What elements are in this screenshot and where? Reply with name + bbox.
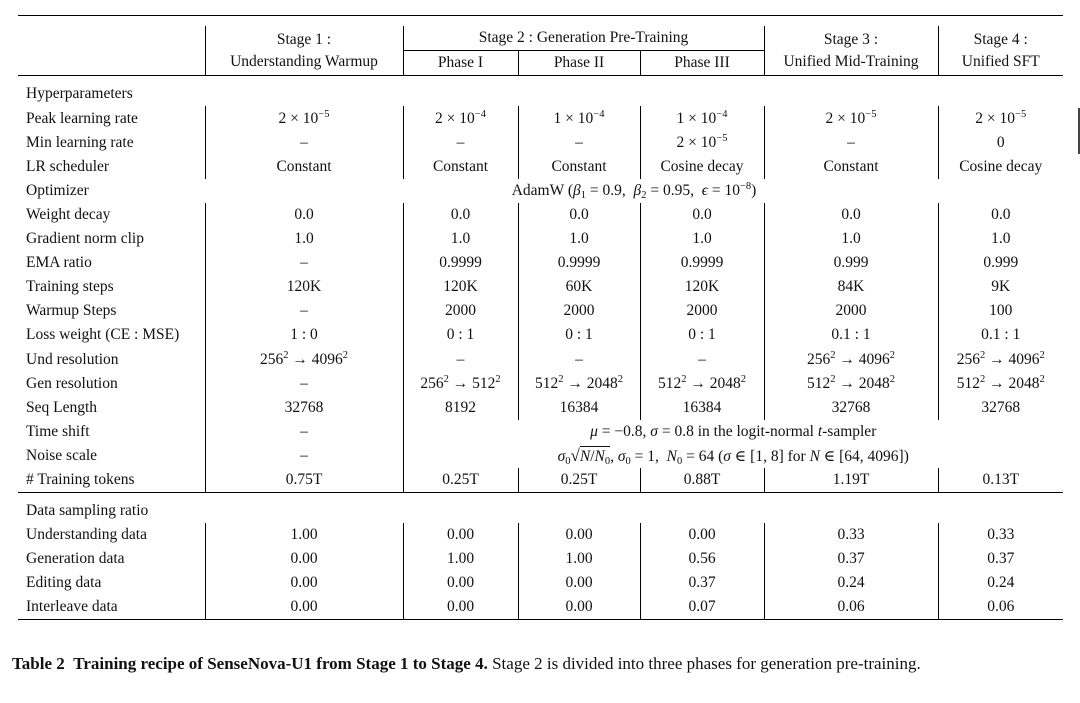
table-cell: 0.88T: [640, 468, 764, 493]
row-label: EMA ratio: [26, 254, 92, 272]
caption-label: Table 2: [12, 654, 65, 673]
header-phase-1: Phase I: [403, 51, 518, 76]
table-cell: 0.75T: [205, 468, 403, 493]
row-weight-decay: [18, 203, 1063, 227]
table-cell: 2000: [518, 299, 640, 323]
table-cell: –: [518, 130, 640, 154]
table-cell: $1 \times 10^{-4}$: [640, 106, 764, 130]
table-cell: –: [205, 420, 403, 444]
table-cell: –: [205, 251, 403, 275]
table-cell: 0.00: [518, 571, 640, 595]
row-training-tokens: [18, 468, 1063, 493]
table-cell: Cosine decay: [938, 154, 1063, 178]
row-label: LR scheduler: [26, 157, 110, 175]
row-loss-weight: [18, 323, 1063, 347]
row-generation-data: [18, 547, 1063, 571]
table-cell: –: [205, 299, 403, 323]
table-cell: 0.0: [518, 203, 640, 227]
table-cell: 0.9999: [403, 251, 518, 275]
row-label: Peak learning rate: [26, 109, 138, 127]
table-cell: 0.00: [403, 571, 518, 595]
row-label: Training steps: [26, 278, 114, 296]
row-label: Interleave data: [26, 598, 118, 616]
table-cell: 2000: [764, 299, 938, 323]
table-cell: 0.24: [764, 571, 938, 595]
table-cell: 120K: [403, 275, 518, 299]
table-cell: 120K: [205, 275, 403, 299]
table-cell: 0.0: [403, 203, 518, 227]
table-cell: 0 : 1: [403, 323, 518, 347]
table-cell: 0.9999: [518, 251, 640, 275]
row-peak-lr: [18, 106, 1063, 130]
table-cell: 2000: [640, 299, 764, 323]
table-cell: –: [205, 371, 403, 395]
table-cell: 84K: [764, 275, 938, 299]
table-cell: $2 \times 10^{-5}$: [640, 130, 764, 154]
table-cell: 8192: [403, 395, 518, 419]
table-cell: 1.0: [764, 227, 938, 251]
row-label: Understanding data: [26, 526, 147, 544]
row-label: Time shift: [26, 422, 90, 440]
row-editing-data: [18, 571, 1063, 595]
table-caption: [12, 654, 921, 674]
row-grad-clip: [18, 227, 1063, 251]
table-cell: $2 \times 10^{-5}$: [764, 106, 938, 130]
table-cell: –: [403, 347, 518, 371]
row-label: Optimizer: [26, 181, 89, 199]
row-label: Und resolution: [26, 350, 119, 368]
table-cell: $2 \times 10^{-5}$: [938, 106, 1063, 130]
section-data-sampling: Data sampling ratio: [26, 502, 149, 520]
table-cell: 1.0: [938, 227, 1063, 251]
table-cell: 1.0: [640, 227, 764, 251]
table-cell: $256^2 \to 512^2$: [403, 371, 518, 395]
row-understanding-data: [18, 523, 1063, 547]
row-label: Loss weight (CE : MSE): [26, 326, 180, 344]
table-cell: 0.37: [938, 547, 1063, 571]
table-cell: 60K: [518, 275, 640, 299]
table-cell: 120K: [640, 275, 764, 299]
time-shift-cell: μ = −0.8, σ = 0.8 in the logit-normal t-sampler: [403, 420, 1063, 444]
table-cell: 1.0: [518, 227, 640, 251]
row-label: Warmup Steps: [26, 302, 117, 320]
table-cell: 0.33: [764, 523, 938, 547]
table-cell: $256^2 \to 4096^2$: [938, 347, 1063, 371]
row-label: Noise scale: [26, 446, 98, 464]
table-cell: 1.00: [403, 547, 518, 571]
row-optimizer: [18, 179, 1063, 203]
table-cell: $2 \times 10^{-5}$: [205, 106, 403, 130]
table-cell: $256^2 \to 4096^2$: [205, 347, 403, 371]
header-phase-2: Phase II: [518, 51, 640, 76]
row-warmup-steps: [18, 299, 1063, 323]
table-cell: 0.37: [640, 571, 764, 595]
table-cell: $512^2 \to 2048^2$: [764, 371, 938, 395]
caption-text: Stage 2 is divided into three phases for generation pre-training.: [492, 654, 921, 673]
table-cell: 0.1 : 1: [764, 323, 938, 347]
table-cell: 1.00: [518, 547, 640, 571]
table-cell: –: [764, 130, 938, 154]
row-label: Gradient norm clip: [26, 230, 144, 248]
table-cell: 0.00: [205, 571, 403, 595]
table-cell: $512^2 \to 2048^2$: [640, 371, 764, 395]
row-time-shift: [18, 420, 1063, 444]
row-label: Gen resolution: [26, 374, 118, 392]
table-cell: $256^2 \to 4096^2$: [764, 347, 938, 371]
row-label: Min learning rate: [26, 133, 134, 151]
table-cell: 32768: [764, 395, 938, 419]
row-lr-scheduler: [18, 154, 1063, 178]
table-cell: 0.1 : 1: [938, 323, 1063, 347]
table-cell: –: [518, 347, 640, 371]
header-stage-2: Stage 2 : Generation Pre-Training: [403, 26, 764, 51]
table-cell: 0.00: [518, 595, 640, 620]
table-cell: 0.37: [764, 547, 938, 571]
table-cell: 0.00: [205, 595, 403, 620]
caption-title: Training recipe of SenseNova-U1 from Stage 1 to Stage 4.: [73, 654, 488, 673]
table-cell: $512^2 \to 2048^2$: [938, 371, 1063, 395]
header-stage-4: Stage 4 : Unified SFT: [938, 26, 1063, 76]
table-cell: 0.0: [938, 203, 1063, 227]
table-cell: 100: [938, 299, 1063, 323]
table-cell: 1.0: [205, 227, 403, 251]
training-recipe-table: [18, 15, 1063, 622]
row-label: # Training tokens: [26, 470, 135, 488]
row-training-steps: [18, 275, 1063, 299]
row-noise-scale: [18, 444, 1063, 468]
table-cell: –: [205, 444, 403, 468]
table-cell: Constant: [205, 154, 403, 178]
table-cell: 0.00: [518, 523, 640, 547]
table-cell: 0.06: [764, 595, 938, 620]
row-ema: [18, 251, 1063, 275]
table-cell: 0.999: [764, 251, 938, 275]
table-cell: 0.00: [403, 523, 518, 547]
table-cell: 0.00: [205, 547, 403, 571]
table-cell: 32768: [205, 395, 403, 419]
table-cell: Constant: [403, 154, 518, 178]
table-cell: 0.06: [938, 595, 1063, 620]
table-cell: 0 : 1: [518, 323, 640, 347]
table-cell: 0.00: [403, 595, 518, 620]
row-gen-resolution: [18, 371, 1063, 395]
table-cell: 0.9999: [640, 251, 764, 275]
table-cell: $1 \times 10^{-4}$: [518, 106, 640, 130]
table-cell: 16384: [640, 395, 764, 419]
table-cell: 0.25T: [403, 468, 518, 493]
table-cell: Constant: [764, 154, 938, 178]
table-cell: –: [205, 130, 403, 154]
row-interleave-data: [18, 595, 1063, 620]
table-cell: Constant: [518, 154, 640, 178]
row-seq-length: [18, 395, 1063, 419]
table-cell: 0.999: [938, 251, 1063, 275]
header-stage-1: Stage 1 : Understanding Warmup: [205, 26, 403, 76]
table-cell: 0 : 1: [640, 323, 764, 347]
table-cell: –: [403, 130, 518, 154]
table-cell: 1.0: [403, 227, 518, 251]
header-phase-3: Phase III: [640, 51, 764, 76]
row-label: Generation data: [26, 550, 125, 568]
table-cell: 16384: [518, 395, 640, 419]
table-cell: 0.25T: [518, 468, 640, 493]
row-min-lr: [18, 130, 1063, 154]
table-cell: Cosine decay: [640, 154, 764, 178]
table-cell: 0.24: [938, 571, 1063, 595]
table-cell: 0.56: [640, 547, 764, 571]
table-cell: 1 : 0: [205, 323, 403, 347]
table-cell: 2000: [403, 299, 518, 323]
table-cell: –: [640, 347, 764, 371]
table-cell: 0: [938, 130, 1063, 154]
table-cell: 0.0: [764, 203, 938, 227]
header-row-1: [18, 26, 1063, 51]
table-cell: 0.13T: [938, 468, 1063, 493]
table-cell: 9K: [938, 275, 1063, 299]
row-label: Weight decay: [26, 205, 111, 223]
table-cell: 0.0: [205, 203, 403, 227]
optimizer-cell: AdamW ($\beta_1 = 0.9$, $\beta_2 = 0.95$, $\epsilon = 10^{-8}$): [511, 180, 757, 201]
table-cell: 0.00: [640, 523, 764, 547]
table-cell: 0.33: [938, 523, 1063, 547]
table-cell: 1.00: [205, 523, 403, 547]
table-cell: 32768: [938, 395, 1063, 419]
section-hyperparameters: Hyperparameters: [26, 85, 133, 103]
row-label: Editing data: [26, 574, 102, 592]
table-cell: 1.19T: [764, 468, 938, 493]
table-cell: 0.0: [640, 203, 764, 227]
row-und-resolution: [18, 347, 1063, 371]
header-stage-3: Stage 3 : Unified Mid-Training: [764, 26, 938, 76]
table-cell: $512^2 \to 2048^2$: [518, 371, 640, 395]
table-cell: 0.07: [640, 595, 764, 620]
row-label: Seq Length: [26, 398, 98, 416]
table-cell: $2 \times 10^{-4}$: [403, 106, 518, 130]
noise-scale-cell: $\sigma_0√N/N_0$, $\sigma_0 = 1$, $N_0 = 64$ (σ ∈ [1, 8] for N ∈ [64, 4096]): [403, 444, 1063, 468]
